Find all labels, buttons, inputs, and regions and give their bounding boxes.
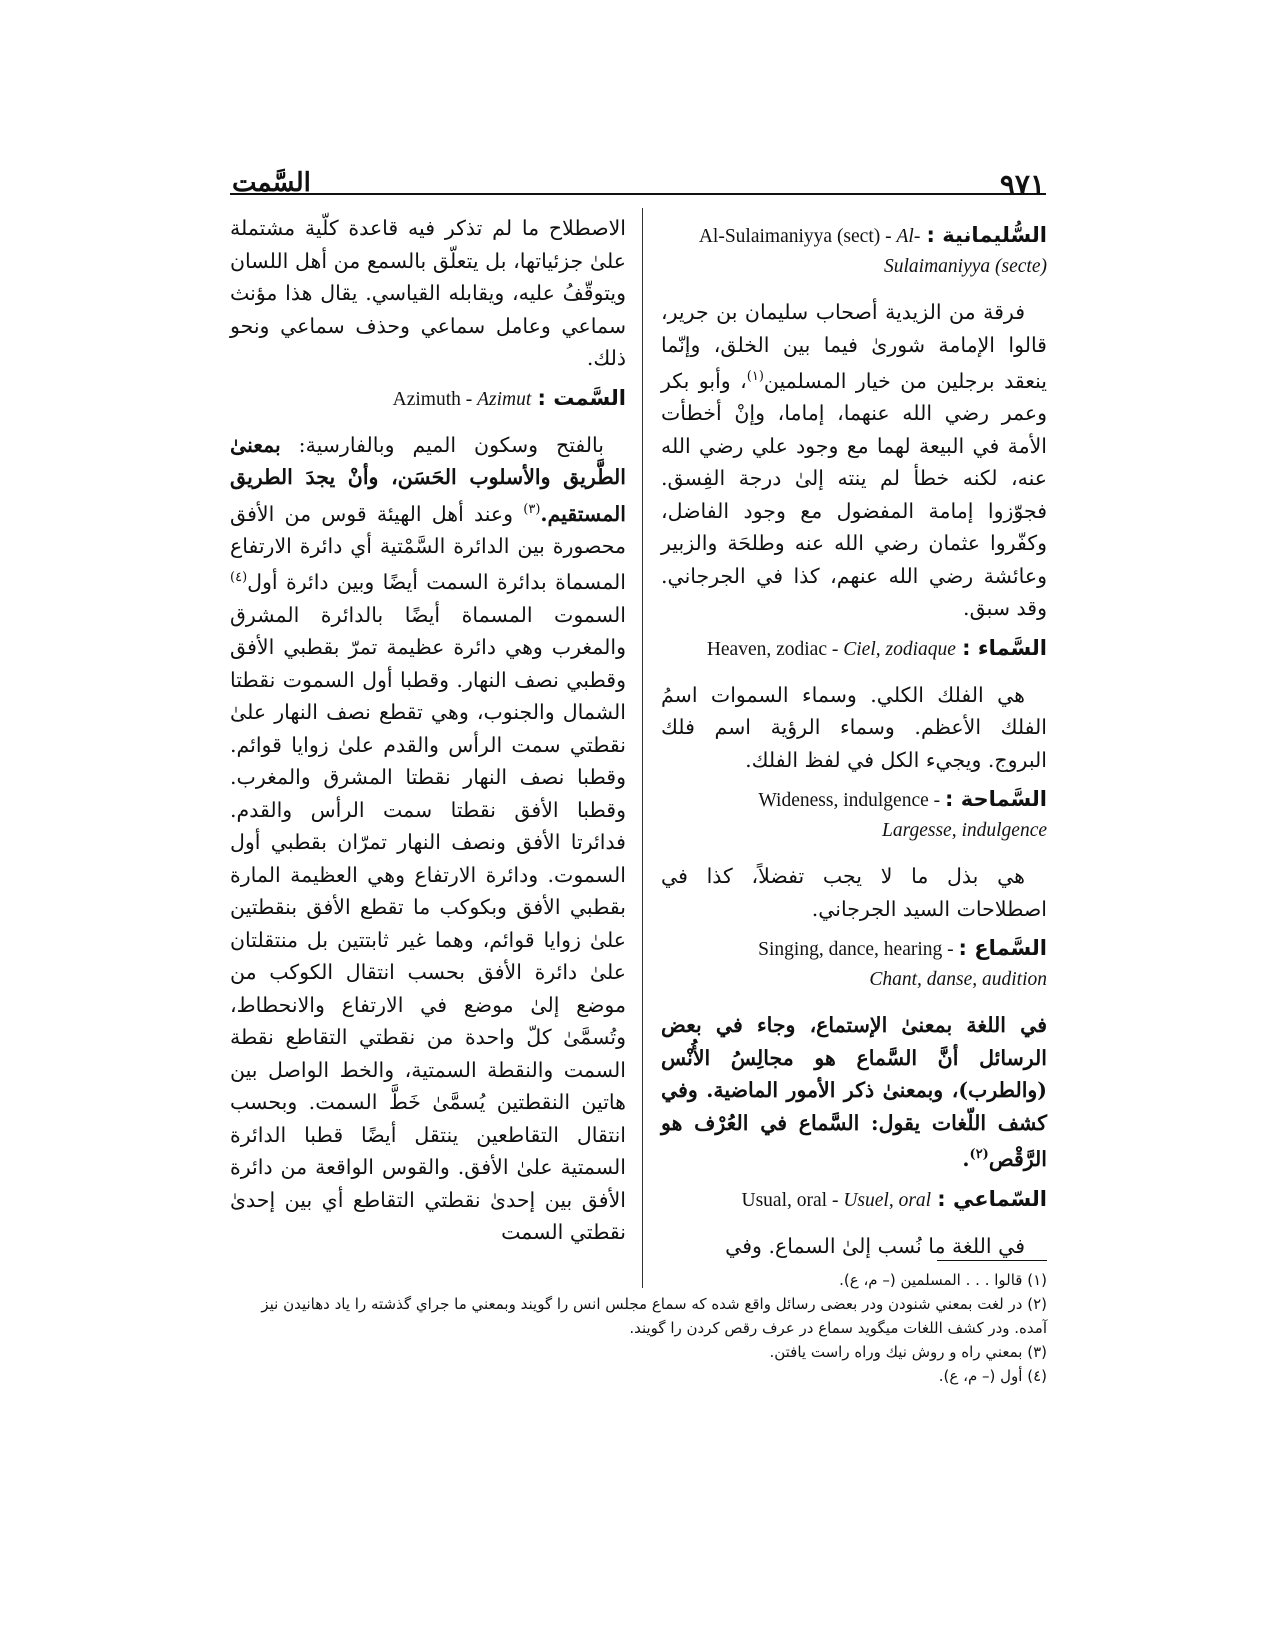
entry-body-samt <box>230 429 626 1249</box>
entry-body-sulaimaniyya <box>661 296 1047 625</box>
footnote: (٣) بمعني راه و روش نيك وراه راست يافتن. <box>769 1343 1047 1361</box>
footnote-ref: (١) <box>746 369 764 384</box>
entry-text: في اللغة بمعنىٰ الإستماع، وجاء في بعض الرسائل أنَّ السَّماع هو مجالِسُ الأُنْس (والطرب)، وبمعنىٰ ذكر الأمور الماضية. وفي كشف اللّغات يقول: السَّماع في العُرْف هو الرَّقْص <box>661 1013 1047 1172</box>
entry-english-title: Heaven, zodiac - <box>706 638 844 660</box>
header-rule <box>230 193 1046 195</box>
entry-english-title: Singing, dance, hearing - <box>758 939 959 961</box>
entry-body-samaa: هي الفلك الكلي. وسماء السموات اسمُ الفلك الأعظم. وسماء الرؤية اسم فلك البروج. ويجيء الكل في لفظ الفلك. <box>661 682 1047 772</box>
entry-text-cont: وعند أهل الهيئة قوس من الأفق محصورة بين الدائرة السَّمْتية أي دائرة الارتفاع المسماة بدائرة السمت أيضًا وبين دائرة أول <box>230 501 626 595</box>
entry-body-samai: في اللغة ما نُسب إلىٰ السماع. وفي <box>725 1233 1025 1258</box>
entry-heading-samaa-hearing <box>661 933 1047 995</box>
footnote-ref: (٢) <box>969 1147 989 1163</box>
entry-body-samaa-hearing <box>661 1009 1047 1175</box>
entry-term: السَّماء : <box>962 635 1047 660</box>
entry-term: السَّمت : <box>537 385 626 410</box>
entry-heading-samt <box>230 383 626 415</box>
entry-english-title: Wideness, indulgence - <box>758 790 945 812</box>
entry-text: بالفتح وسكون الميم وبالفارسية: <box>280 432 604 457</box>
entry-continuation: الاصطلاح ما لم تذكر فيه قاعدة كلّية مشتملة علىٰ جزئياتها، بل يتعلّق بالسمع من أهل اللسان ويتوقّفُ عليه، ويقابله القياسي. يقال هذا مؤنث سماعي وعامل سماعي وحذف سماعي ونحو ذلك. <box>230 216 626 370</box>
footnotes <box>234 1268 1047 1388</box>
entry-french-title: Ciel, zodiaque <box>843 638 956 660</box>
entry-english-title: Azimuth - <box>392 388 478 410</box>
entry-text-bold: بمعنىٰ الطَّريق والأسلوب الحَسَن، وأنْ يجدَ الطريق المستقيم. <box>230 432 626 526</box>
entry-body-samaha: هي بذل ما لا يجب تفضلاً، كذا في اصطلاحات السيد الجرجاني. <box>661 864 1047 921</box>
entry-french-title-part: Al- <box>896 226 921 247</box>
entry-term: السُّليمانية : <box>926 223 1047 247</box>
footnote-ref: (٤) <box>230 570 248 586</box>
entry-heading-samaha <box>661 784 1047 846</box>
footnote: (٤) أول (– م، ع). <box>938 1367 1047 1385</box>
entry-english-title: Usual, oral - <box>741 1189 844 1211</box>
footnote: (١) قالوا . . . المسلمين (– م، ع). <box>839 1271 1047 1289</box>
left-column <box>230 212 626 1260</box>
page-header <box>232 168 1045 208</box>
page-number: ٩٧١ <box>999 168 1045 201</box>
footnote-ref: (٣) <box>523 501 541 517</box>
entry-french-title: Sulaimaniyya (secte) <box>884 256 1047 277</box>
entry-heading-samaa <box>661 633 1047 665</box>
entry-text: فرقة من الزيدية أصحاب سليمان بن جرير، قالوا الإمامة شورىٰ فيما بين الخلق، وإنّما ينعقد برجلين من خيار المسلمين <box>661 300 1047 393</box>
entry-english-title: Al-Sulaimaniyya (sect) - <box>698 226 897 247</box>
running-title: السَّمت <box>232 168 311 198</box>
footnote: (٢) در لغت بمعني شنودن ودر بعضى رسائل واقع شده كه سماع مجلس انس را گويند وبمعني ما جراي گذشته را ياد دهانيدن نيز آمده. ودر كشف اللغات ميگويد سماع در عرف رقص كردن را گويند. <box>261 1295 1047 1337</box>
entry-term: السَّماحة : <box>945 787 1047 812</box>
footnote-rule <box>937 1260 1047 1261</box>
entry-term: السَّماع : <box>958 936 1047 961</box>
column-divider <box>642 208 643 1288</box>
entry-french-title: Chant, danse, audition <box>869 969 1047 991</box>
entry-heading-sulaimaniyya <box>661 220 1047 282</box>
entry-term: السّماعي : <box>937 1186 1047 1211</box>
right-column <box>661 212 1047 1260</box>
entry-text-cont: . <box>962 1147 970 1172</box>
entry-text-cont: السموت المسماة أيضًا بالدائرة المشرق والمغرب وهي دائرة عظيمة تمرّ بقطبي الأفق وقطبي نصف النهار. وقطبا أول السموت نقطتا الشمال والجنوب، وهي تقطع نصف النهار علىٰ نقطتي سمت الرأس والقدم علىٰ زوايا قوائم. وقطبا نصف النهار نقطتا المشرق والمغرب. وقطبا الأفق نقطتا سمت الرأس والقدم. فدائرتا الأفق ونصف النهار تمرّان بقطبي أول السموت. ودائرة الارتفاع وهي العظيمة المارة بقطبي الأفق وبكوكب ما تقطع الأفق بنقطتين علىٰ زوايا قوائم، وهما غير ثابتتين بل منتقلتان علىٰ دائرة الأفق بحسب انتقال الكوكب من موضع إلىٰ موضع في الارتفاع والانحطاط، وتُسمَّىٰ كلّ واحدة من نقطتي التقاطع نقطة السمت والنقطة السمتية، والخط الواصل بين هاتين النقطتين يُسمَّىٰ خَطَّ السمت. وبحسب انتقال التقاطعين ينتقل أيضًا قطبا الدائرة السمتية علىٰ الأفق. والقوس الواقعة من دائرة الأفق بين إحدىٰ نقطتي التقاطع أي بين إحدىٰ نقطتي السمت <box>230 602 626 1245</box>
entry-heading-samai <box>661 1184 1047 1216</box>
entry-text-cont: ، وأبو بكر وعمر رضي الله عنهما، إماما، وإنْ أخطأت الأمة في البيعة لهما مع وجود علي رضي الله عنه، لكنه خطأ لم ينته إلىٰ درجة الفِسق. فجوّزوا إمامة المفضول مع وجود الفاضل، وكفّروا عثمان رضي الله عنه وطلحَة والزبير وعائشة رضي الله عنهم، كذا في الجرجاني. وقد سبق. <box>661 368 1047 621</box>
entry-french-title: Usuel, oral <box>843 1189 932 1211</box>
entry-french-title: Largesse, indulgence <box>882 820 1047 842</box>
entry-french-title: Azimut <box>477 388 532 410</box>
